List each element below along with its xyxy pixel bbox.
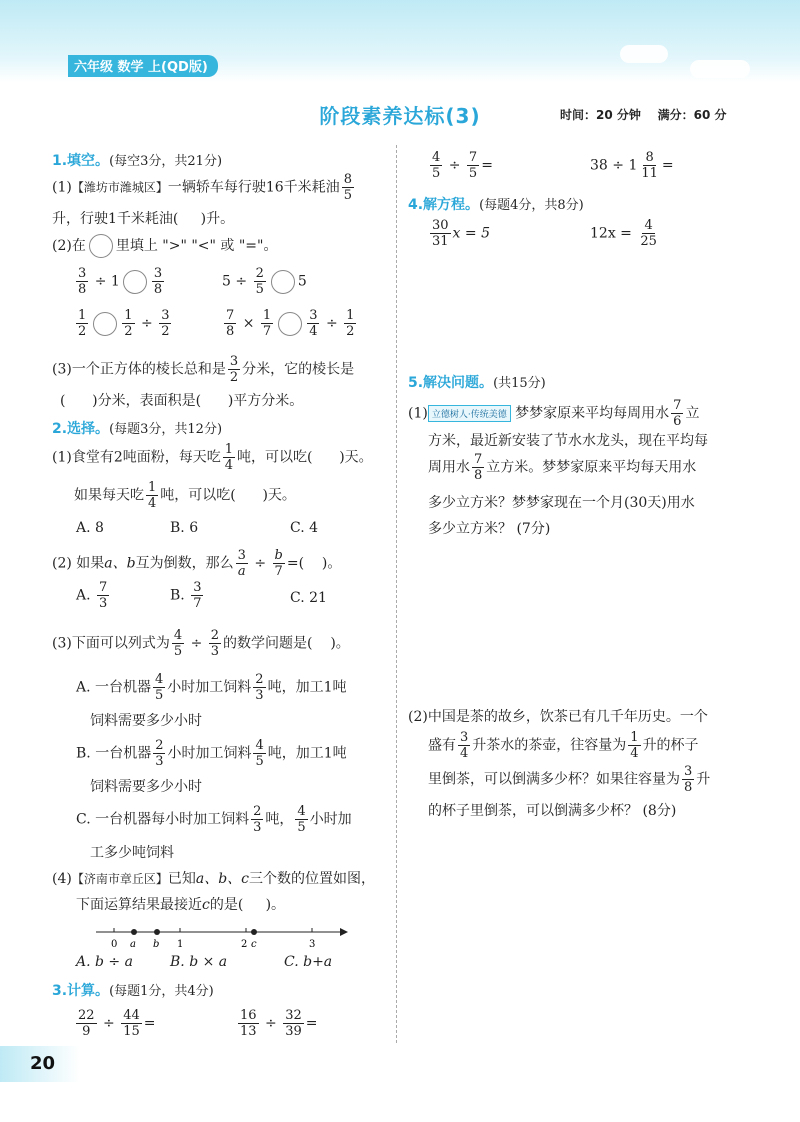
book-label: 六年级 数学 上(QD版) [68,55,218,77]
point-c [251,929,257,935]
s2-q1: (1)食堂有2吨面粉，每天吃 $\frac{1}{4}$ 吨，可以吃( )天。 [52,442,373,473]
s2-q3-optC: C. 一台机器每小时加工饲料 $\frac{2}{3}$ 吨， $\frac{4}{5}$ 小时加 [76,804,352,835]
s2-q4: (4)【济南市章丘区】已知a、b、c三个数的位置如图， [52,871,376,887]
s1-q2-row1a: $\frac{3}{8}$ ÷ 1 $\frac{3}{8}$ [78,266,163,297]
fraction: $\frac{8}{5}$ [343,172,352,203]
s2-q3-optB: B. 一台机器 $\frac{2}{3}$ 小时加工饲料 $\frac{4}{5}$ 吨，加工1吨 [76,738,347,769]
s2-q2: (2) 如果a、b互为倒数，那么 $\frac{3}{a}$ ÷ $\frac{b}{7}$ =( )。 [52,548,342,579]
s1-q3-cont: ( )分米，表面积是( )平方分米。 [60,393,304,409]
score-label: 满分：60 分 [657,108,727,122]
s5-q2: (2)中国是茶的故乡，饮茶已有几千年历史。一个 [408,709,708,725]
s2-q4-optB: B. b × a [170,954,228,970]
s2-q1-cont: 如果每天吃 $\frac{1}{4}$ 吨，可以吃( )天。 [74,480,296,511]
s1-q2-row2b: $\frac{7}{8}$ × $\frac{1}{7}$ $\frac{3}{4}$ ÷ $\frac{1}{2}$ [226,308,355,339]
compare-circle[interactable] [93,312,117,336]
column-divider [396,145,397,1043]
s2-q1-optB: B. 6 [170,520,199,536]
section-1-heading: 1.填空。(每空3分，共21分) [52,153,223,169]
page-number: 20 [0,1046,80,1082]
label-1: 1 [177,939,184,950]
s2-q4-optC: C. b+a [284,954,333,970]
label-c: c [251,939,257,950]
s2-q3-optA: A. 一台机器 $\frac{4}{5}$ 小时加工饲料 $\frac{2}{3}$ 吨，加工1吨 [76,672,347,703]
s2-q4-optA: A. b ÷ a [76,954,133,970]
cloud-decoration [690,60,750,78]
s1-q2: (2)在 里填上 ">" "<" 或 "="。 [52,234,277,258]
s1-q1-cont: 升，行驶1千米耗油( )升。 [52,211,235,227]
section-3-heading: 3.计算。(每题1分，共4分) [52,983,214,999]
compare-circle[interactable] [271,270,295,294]
label-3: 3 [309,939,316,950]
point-a [131,929,137,935]
label-a: a [130,939,136,950]
label-0: 0 [111,939,118,950]
s5-q1: (1) 立德树人·传统美德 梦梦家原来平均每周用水 $\frac{7}{6}$ 立 [408,398,700,429]
s2-q3-optB-cont: 饲料需要多少小时 [90,779,202,795]
s1-q2-row2a: $\frac{1}{2}$ $\frac{1}{2}$ ÷ $\frac{3}{2}$ [78,308,170,339]
number-line [90,920,350,952]
s3-calc-1: $\frac{22}{9}$ ÷ $\frac{44}{15}$ = [78,1008,156,1039]
s1-q1: (1)【潍坊市潍城区】一辆轿车每行驶16千米耗油 $\frac{8}{5}$ [52,172,352,203]
section-2-heading: 2.选择。(每题3分，共12分) [52,421,223,437]
section-4-heading: 4.解方程。(每题4分，共8分) [408,197,584,213]
s3-calc-3: $\frac{4}{5}$ ÷ $\frac{7}{5}$ = [432,150,493,181]
s2-q2-optC: C. 21 [290,590,327,606]
s2-q3-optA-cont: 饲料需要多少小时 [90,713,202,729]
label-b: b [153,939,160,950]
point-b [154,929,160,935]
cloud-decoration [620,45,668,63]
s2-q3: (3)下面可以列式为 $\frac{4}{5}$ ÷ $\frac{2}{3}$ 的数学问题是( )。 [52,628,350,659]
virtue-tag: 立德树人·传统美德 [428,405,511,422]
s5-q1-l5: 多少立方米？ (7分) [428,521,551,537]
s2-q3-optC-cont: 工多少吨饲料 [90,845,174,861]
s5-q2-l3: 里倒茶，可以倒满多少杯？如果往容量为 $\frac{3}{8}$ 升 [428,764,711,795]
section-5-heading: 5.解决问题。(共15分) [408,375,546,391]
s4-eq-2: 12x = $\frac{4}{25}$ [590,218,657,249]
s5-q1-l4: 多少立方米？梦梦家现在一个月(30天)用水 [428,495,695,511]
s1-q3: (3)一个正方体的棱长总和是 $\frac{3}{2}$ 分米，它的棱长是 [52,354,355,385]
number-line-arrow [340,928,348,936]
s2-q1-optA: A. 8 [76,520,104,536]
s3-calc-4: 38 ÷ 1 $\frac{8}{11}$ = [590,150,674,181]
s2-q4-cont: 下面运算结果最接近c的是( )。 [76,897,286,913]
s5-q2-l4: 的杯子里倒茶，可以倒满多少杯？ (8分) [428,803,677,819]
s2-q2-optA: A. $\frac{7}{3}$ [76,580,108,611]
compare-circle [89,234,113,258]
s5-q2-l2: 盛有 $\frac{3}{4}$ 升茶水的茶壶，往容量为 $\frac{1}{4}$ 升的杯子 [428,730,699,761]
time-label: 时间：20 分钟 [560,108,641,122]
s1-q2-row1b: 5 ÷ $\frac{2}{5}$ 5 [222,266,307,297]
s3-calc-2: $\frac{16}{13}$ ÷ $\frac{32}{39}$ = [240,1008,318,1039]
s5-q1-l3: 周用水 $\frac{7}{8}$ 立方米。梦梦家原来平均每天用水 [428,452,697,483]
s2-q2-optB: B. $\frac{3}{7}$ [170,580,202,611]
page-title: 阶段素养达标(3) [319,104,481,128]
s2-q1-optC: C. 4 [290,520,319,536]
time-score [560,106,727,123]
compare-circle[interactable] [123,270,147,294]
s5-q1-l2: 方米，最近新安装了节水水龙头，现在平均每 [428,433,708,449]
s4-eq-1: $\frac{30}{31}$ x = 5 [432,218,490,249]
label-2: 2 [241,939,248,950]
compare-circle[interactable] [278,312,302,336]
